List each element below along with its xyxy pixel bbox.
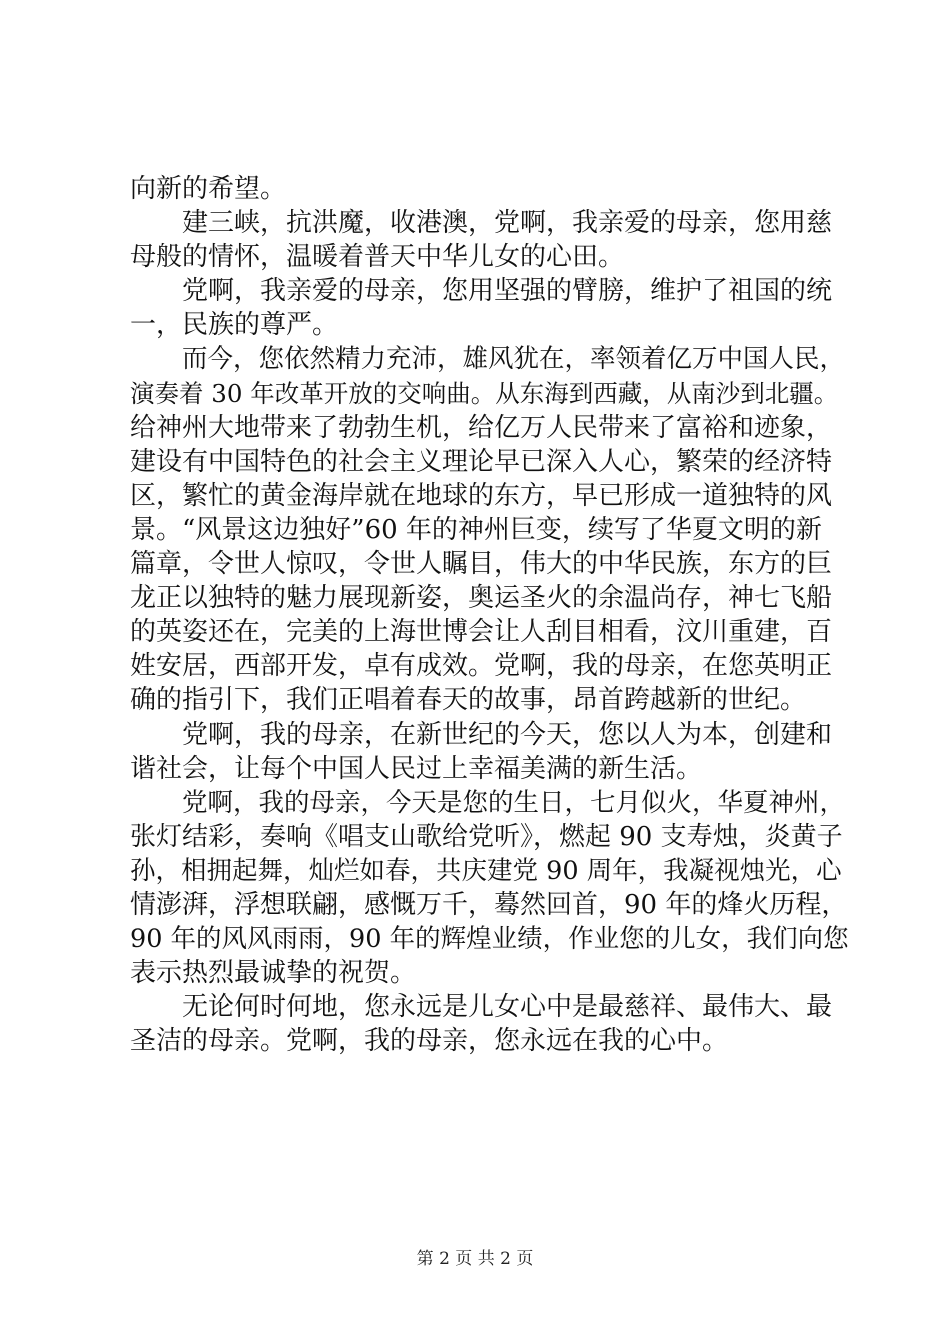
text-line: 90 年的风风雨雨，90 年的辉煌业绩，作业您的儿女，我们向您 [130, 924, 849, 955]
text-line: 龙正以独特的魅力展现新姿，奥运圣火的余温尚存，神七飞船 [130, 583, 833, 614]
text-line: 的英姿还在，完美的上海世博会让人刮目相看，汶川重建，百 [130, 617, 833, 648]
text-line: 一，民族的尊严。 [130, 310, 339, 341]
text-line: 情澎湃，浮想联翩，感慨万千，蓦然回首，90 年的烽火历程， [130, 889, 848, 920]
document-body [130, 172, 850, 1058]
page-footer: 第 2 页 共 2 页 [416, 1249, 534, 1269]
text-line: 张灯结彩，奏响《唱支山歌给党听》，燃起 90 支寿烛，炎黄子 [130, 821, 843, 852]
text-line: 景。“风景这边独好”60 年的神州巨变，续写了华夏文明的新 [130, 514, 822, 545]
text-line: 建设有中国特色的社会主义理论早已深入人心，繁荣的经济特 [130, 446, 833, 477]
text-line: 给神州大地带来了勃勃生机，给亿万人民带来了富裕和迹象， [130, 412, 833, 443]
text-line: 圣洁的母亲。党啊，我的母亲，您永远在我的心中。 [130, 1026, 729, 1057]
text-line: 无论何时何地，您永远是儿女心中是最慈祥、最伟大、最 [182, 992, 833, 1023]
text-line: 党啊，我的母亲，今天是您的生日，七月似火，华夏神州， [182, 787, 846, 818]
text-line: 党啊，我亲爱的母亲，您用坚强的臂膀，维护了祖国的统 [182, 276, 833, 307]
text-line: 表示热烈最诚挚的祝贺。 [130, 958, 417, 989]
text-line: 姓安居，西部开发，卓有成效。党啊，我的母亲，在您英明正 [130, 651, 833, 682]
text-line: 建三峡，抗洪魔，收港澳，党啊，我亲爱的母亲，您用慈 [182, 208, 833, 239]
text-line: 谐社会，让每个中国人民过上幸福美满的新生活。 [130, 753, 703, 784]
text-line: 孙，相拥起舞，灿烂如春，共庆建党 90 周年，我凝视烛光，心 [130, 855, 842, 886]
text-line: 区，繁忙的黄金海岸就在地球的东方，早已形成一道独特的风 [130, 480, 833, 511]
text-line: 而今，您依然精力充沛，雄风犹在，率领着亿万中国人民， [182, 344, 846, 375]
text-line: 向新的希望。 [130, 174, 287, 204]
text-line: 党啊，我的母亲，在新世纪的今天，您以人为本，创建和 [182, 719, 833, 750]
text-line: 篇章，令世人惊叹，令世人瞩目，伟大的中华民族，东方的巨 [130, 549, 833, 580]
text-line: 演奏着 30 年改革开放的交响曲。从东海到西藏，从南沙到北疆。 [130, 378, 839, 408]
text-line: 确的指引下，我们正唱着春天的故事，昂首跨越新的世纪。 [130, 685, 807, 716]
text-line: 母般的情怀，温暖着普天中华儿女的心田。 [130, 242, 625, 273]
